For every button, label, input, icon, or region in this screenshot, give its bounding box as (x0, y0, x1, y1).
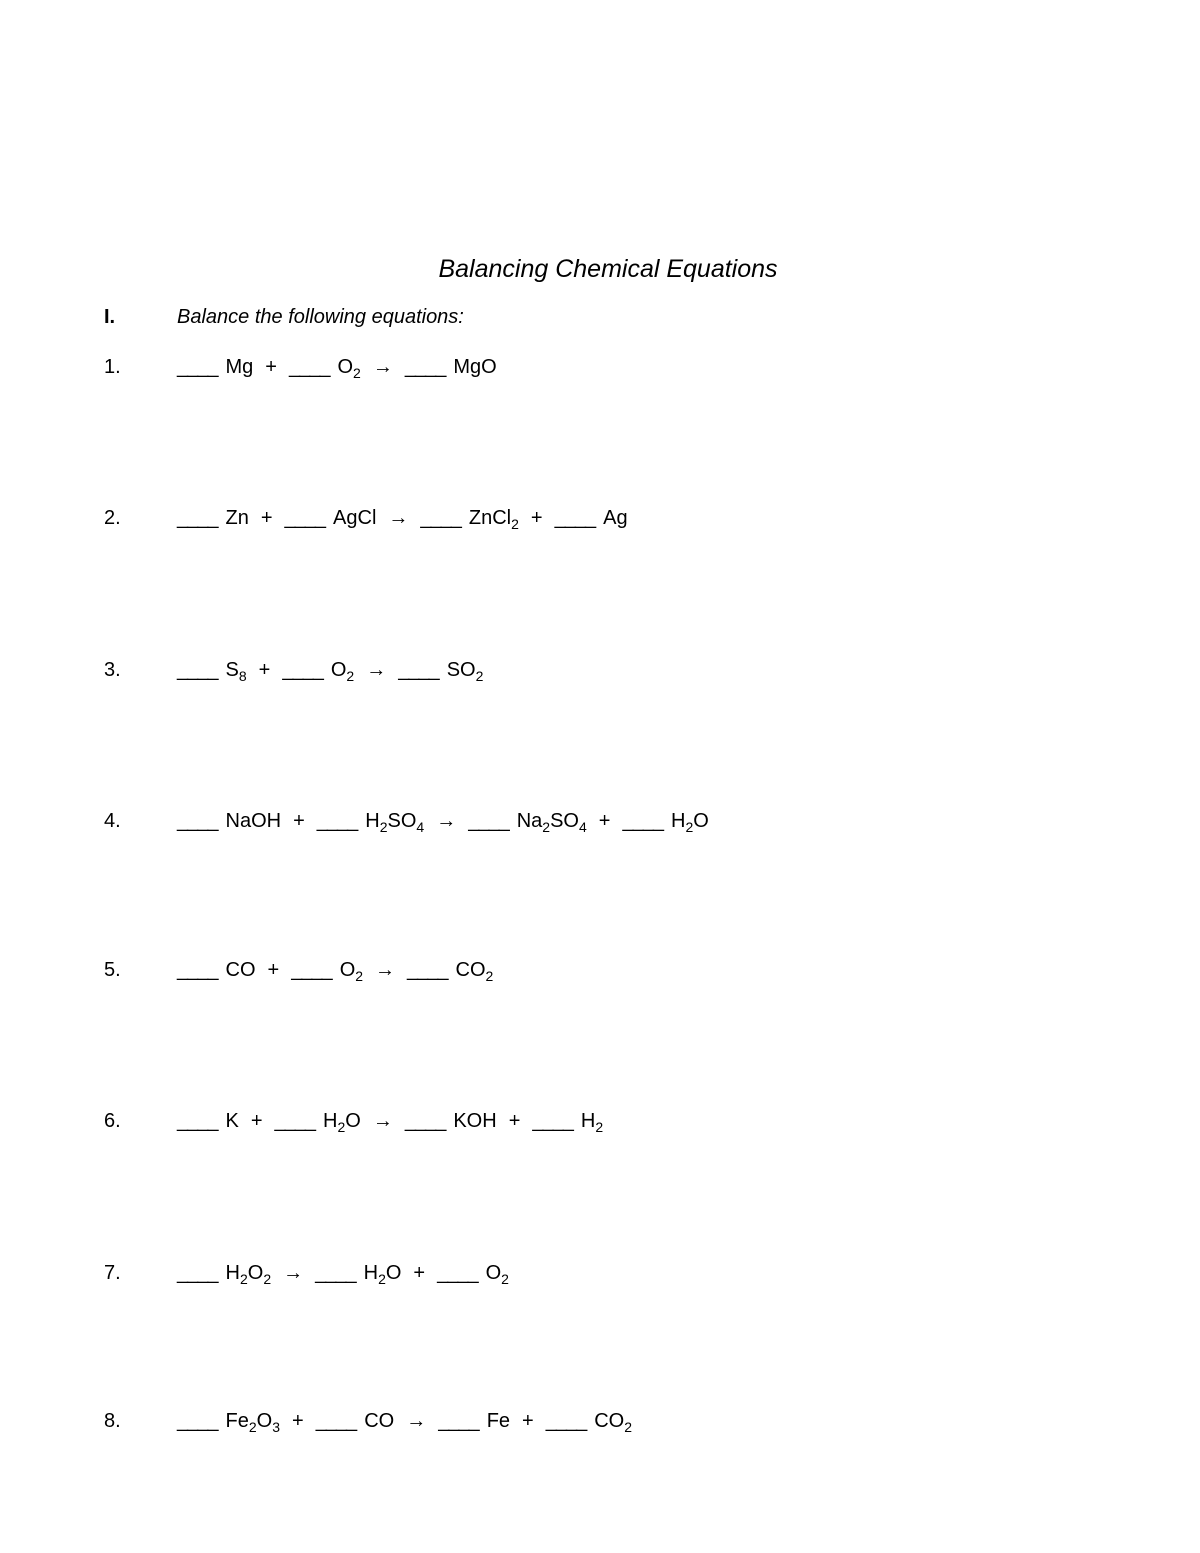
equation-term (316, 1410, 395, 1433)
coefficient-blank[interactable]: ____ (545, 1410, 587, 1432)
reaction-arrow-icon: → (283, 1262, 304, 1284)
coefficient-blank[interactable]: ____ (291, 959, 332, 981)
section-number: I. (104, 306, 116, 328)
equation-term (177, 1262, 271, 1285)
coefficient-blank[interactable]: ____ (404, 356, 446, 378)
equation-row (177, 959, 493, 982)
coefficient-blank[interactable]: ____ (398, 659, 439, 681)
equation-term (291, 959, 363, 982)
equation-row (177, 1110, 603, 1133)
chemical-formula: $H_2O_2$ (225, 1262, 272, 1287)
plus-sign: + (413, 1262, 426, 1284)
plus-sign: + (522, 1410, 534, 1432)
subscript: 2 (624, 1419, 633, 1435)
plus-sign: + (293, 810, 305, 832)
equation-term (407, 959, 493, 982)
subscript: 2 (337, 1119, 346, 1135)
subscript: 8 (238, 668, 247, 684)
chemical-formula: $CO_2$ (594, 1410, 633, 1435)
equation-term (532, 1110, 603, 1133)
coefficient-blank[interactable]: ____ (177, 356, 218, 378)
chemical-formula: MgO (453, 356, 497, 378)
equation-number: 2. (104, 507, 121, 529)
chemical-formula: CO (225, 959, 256, 981)
equation-term (555, 507, 628, 530)
coefficient-blank[interactable]: ____ (177, 1110, 218, 1132)
equation-term (398, 659, 483, 682)
equation-term (468, 810, 587, 833)
chemical-formula: $H_2$ (580, 1110, 604, 1135)
subscript: 2 (378, 1271, 386, 1287)
plus-sign: + (267, 959, 280, 981)
chemical-formula: Mg (225, 356, 254, 378)
reaction-arrow-icon: → (436, 810, 457, 832)
subscript: 2 (501, 1271, 509, 1287)
chemical-formula: Zn (225, 507, 249, 529)
plus-sign: + (292, 1410, 304, 1432)
plus-sign: + (530, 507, 543, 529)
equation-term (437, 1262, 509, 1285)
subscript: 4 (416, 819, 425, 835)
reaction-arrow-icon: → (372, 356, 393, 378)
chemical-formula: Ag (603, 507, 628, 529)
subscript: 2 (239, 1271, 248, 1287)
chemical-formula: ZnCl$_2$ (468, 507, 519, 532)
equation-number: 8. (104, 1410, 121, 1432)
chemical-formula: $O_2$ (485, 1262, 509, 1287)
equation-number: 5. (104, 959, 121, 981)
coefficient-blank[interactable]: ____ (315, 1262, 356, 1284)
subscript: 2 (346, 668, 355, 684)
plus-sign: + (258, 659, 271, 681)
page-title: Balancing Chemical Equations (438, 255, 778, 283)
chemical-formula: Fe (486, 1410, 511, 1432)
equation-number: 1. (104, 356, 121, 378)
reaction-arrow-icon: → (406, 1410, 427, 1432)
equation-term (177, 1110, 239, 1133)
subscript: 2 (355, 968, 364, 984)
equation-term (315, 1262, 401, 1285)
chemical-formula: K (225, 1110, 239, 1132)
equation-term (285, 507, 377, 530)
reaction-arrow-icon: → (375, 959, 396, 981)
equation-term (177, 356, 253, 379)
equation-row (177, 1262, 509, 1285)
coefficient-blank[interactable]: ____ (404, 1110, 446, 1132)
equation-number: 3. (104, 659, 121, 681)
equation-term (177, 659, 247, 682)
coefficient-blank[interactable]: ____ (177, 1410, 218, 1432)
coefficient-blank[interactable]: ____ (288, 356, 330, 378)
chemical-formula: $O_2$ (330, 659, 355, 684)
coefficient-blank[interactable]: ____ (177, 507, 218, 529)
equation-term (420, 507, 519, 530)
plus-sign: + (260, 507, 273, 529)
chemical-formula: $CO_2$ (455, 959, 494, 984)
chemical-formula: KOH (453, 1110, 497, 1132)
equation-number: 6. (104, 1110, 121, 1132)
chemical-formula: $Na_2SO_4$ (516, 810, 587, 835)
chemical-formula: $O_2$ (339, 959, 364, 984)
coefficient-blank[interactable]: ____ (554, 507, 596, 529)
section-instruction: Balance the following equations: (177, 306, 464, 328)
equation-row (177, 810, 709, 833)
equation-term (177, 810, 281, 833)
plus-sign: + (598, 810, 611, 832)
coefficient-blank[interactable]: ____ (420, 507, 461, 529)
chemical-formula: $S_8$ (225, 659, 247, 684)
equation-term (405, 356, 497, 379)
coefficient-blank[interactable]: ____ (177, 810, 218, 832)
reaction-arrow-icon: → (366, 659, 387, 681)
subscript: 2 (595, 1119, 604, 1135)
equation-number: 4. (104, 810, 121, 832)
reaction-arrow-icon: → (372, 1110, 393, 1132)
equation-term (317, 810, 424, 833)
subscript: 2 (511, 516, 519, 532)
plus-sign: + (508, 1110, 521, 1132)
equation-row (177, 507, 628, 530)
subscript: 2 (379, 819, 388, 835)
subscript: 2 (353, 365, 361, 381)
equation-row (177, 356, 497, 379)
equation-term (282, 659, 354, 682)
coefficient-blank[interactable]: ____ (468, 810, 509, 832)
subscript: 4 (579, 819, 587, 835)
chemical-formula: CO (364, 1410, 395, 1432)
coefficient-blank[interactable]: ____ (177, 659, 218, 681)
equation-term (546, 1410, 632, 1433)
equation-term (177, 507, 249, 530)
plus-sign: + (250, 1110, 263, 1132)
chemical-formula: NaOH (225, 810, 282, 832)
subscript: 2 (685, 819, 694, 835)
reaction-arrow-icon: → (388, 507, 409, 529)
coefficient-blank[interactable]: ____ (438, 1410, 479, 1432)
subscript: 2 (248, 1419, 257, 1435)
coefficient-blank[interactable]: ____ (532, 1110, 573, 1132)
coefficient-blank[interactable]: ____ (437, 1262, 478, 1284)
chemical-formula: $H_2O$ (363, 1262, 402, 1287)
coefficient-blank[interactable]: ____ (177, 1262, 218, 1284)
chemical-formula: $Fe_2O_3$ (225, 1410, 280, 1435)
coefficient-blank[interactable]: ____ (177, 959, 218, 981)
subscript: 2 (263, 1271, 272, 1287)
chemical-formula: AgCl (333, 507, 377, 529)
equation-term (289, 356, 361, 379)
equation-term (177, 1410, 280, 1433)
chemical-formula: $H_2SO_4$ (365, 810, 425, 835)
equation-term (438, 1410, 510, 1433)
equation-row (177, 659, 483, 682)
coefficient-blank[interactable]: ____ (315, 1410, 357, 1432)
plus-sign: + (265, 356, 277, 378)
chemical-formula: $H_2O$ (323, 1110, 361, 1135)
chemical-formula: $O_2$ (337, 356, 361, 381)
coefficient-blank[interactable]: ____ (284, 507, 326, 529)
subscript: 2 (475, 668, 484, 684)
subscript: 3 (272, 1419, 280, 1435)
coefficient-blank[interactable]: ____ (274, 1110, 316, 1132)
chemical-formula: $H_2O$ (670, 810, 709, 835)
coefficient-blank[interactable]: ____ (282, 659, 323, 681)
coefficient-blank[interactable]: ____ (407, 959, 448, 981)
equation-number: 7. (104, 1262, 121, 1284)
chemical-formula: $SO_2$ (446, 659, 484, 684)
equation-row (177, 1410, 632, 1433)
equation-term (275, 1110, 361, 1133)
equation-term (405, 1110, 497, 1133)
subscript: 2 (485, 968, 494, 984)
equation-term (177, 959, 256, 982)
coefficient-blank[interactable]: ____ (622, 810, 663, 832)
equation-term (622, 810, 708, 833)
coefficient-blank[interactable]: ____ (316, 810, 358, 832)
subscript: 2 (542, 819, 551, 835)
